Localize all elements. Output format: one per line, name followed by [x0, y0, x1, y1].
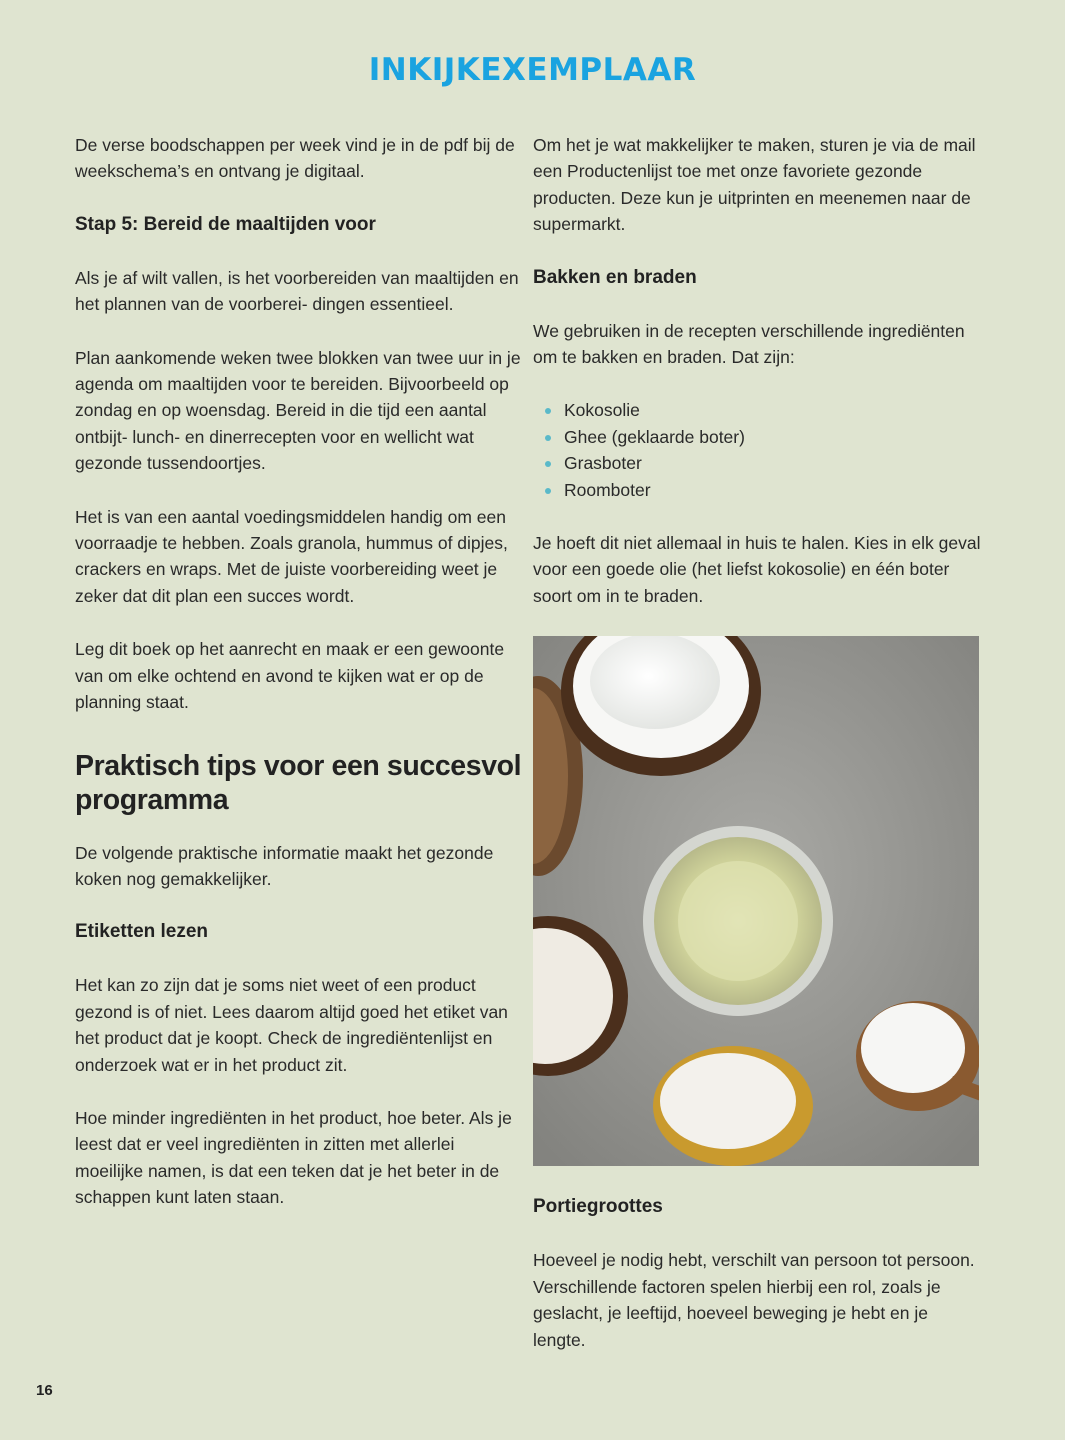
list-item: Kokosolie: [545, 397, 981, 423]
bullet-icon: [545, 435, 551, 441]
bullet-icon: [545, 488, 551, 494]
section-heading: Portiegroottes: [533, 1196, 663, 1218]
bullet-icon: [545, 408, 551, 414]
bullet-icon: [545, 461, 551, 467]
watermark: INKIJKEXEMPLAAR: [368, 52, 697, 88]
list-item: Ghee (geklaarde boter): [545, 424, 981, 450]
paragraph: Plan aankomende weken twee blokken van twee uur in je agenda om maaltijden voor te bereiden. Bijvoorbeeld op zondag en op woensdag. Bereid in die tijd een aantal ontbijt- lunch- en dinerrecepten voor en wellicht wat gezonde tussendoortjes.: [75, 347, 521, 474]
paragraph: Om het je wat makkelijker te maken, sturen je via de mail een Productenlijst toe met onze favoriete gezonde producten. Deze kun je uitprinten en meenemen naar de supermarkt.: [533, 135, 976, 235]
section-heading: Stap 5: Bereid de maaltijden voor: [75, 213, 376, 235]
paragraph: We gebruiken in de recepten verschillende ingrediënten om te bakken en braden. Dat zijn:: [533, 320, 965, 368]
paragraph: Hoe minder ingrediënten in het product, hoe beter. Als je leest dat er veel ingrediënten in zitten met allerlei moeilijke namen, is dat een teken dat je het beter in de schappen kunt laten staan.: [75, 1107, 512, 1208]
paragraph: Het is van een aantal voedingsmiddelen handig om een voorraadje te hebben. Zoals granola, hummus of dipjes, crackers en wraps. Met de juiste voorbereiding weet je zeker dat dit plan een succes wordt.: [75, 506, 508, 606]
section-heading: Bakken en braden: [533, 266, 697, 288]
paragraph: Het kan zo zijn dat je soms niet weet of een product gezond is of niet. Lees daarom altijd goed het etiket van het product dat je koopt. Check de ingrediëntenlijst en onderzoek wat er in het product zit.: [75, 975, 508, 1075]
paragraph: Leg dit boek op het aanrecht en maak er een gewoonte van om elke ochtend en avond te kijken wat er op de planning staat.: [75, 639, 505, 713]
fat-list: [545, 397, 981, 503]
section-heading: Etiketten lezen: [75, 921, 209, 943]
photo-illustration: [533, 636, 979, 1166]
right-column: [533, 132, 981, 1380]
paragraph: Je hoeft dit niet allemaal in huis te halen. Kies in elk geval voor een goede olie (het liefst kokosolie) en één boter soort om in te braden.: [533, 533, 981, 606]
paragraph: De volgende praktische informatie maakt het gezonde koken nog gemakkelijker.: [75, 842, 494, 889]
chapter-heading: Praktisch tips voor een succesvol programma: [75, 749, 522, 816]
paragraph: Hoeveel je nodig hebt, verschilt van persoon tot persoon. Verschillende factoren spelen hierbij een rol, zoals je geslacht, je leeftijd, hoeveel beweging je hebt en je lengte.: [533, 1250, 975, 1350]
list-item: Roomboter: [545, 477, 981, 503]
paragraph: Als je af wilt vallen, is het voorbereiden van maaltijden en het plannen van de voorberei- dingen essentieel.: [75, 267, 519, 315]
left-column: [75, 132, 523, 1238]
coconut-fats-photo: [533, 636, 979, 1166]
page-number: 16: [36, 1382, 53, 1399]
list-item: Grasboter: [545, 450, 981, 476]
paragraph: De verse boodschappen per week vind je in de pdf bij de weekschema’s en ontvang je digitaal.: [75, 135, 515, 182]
